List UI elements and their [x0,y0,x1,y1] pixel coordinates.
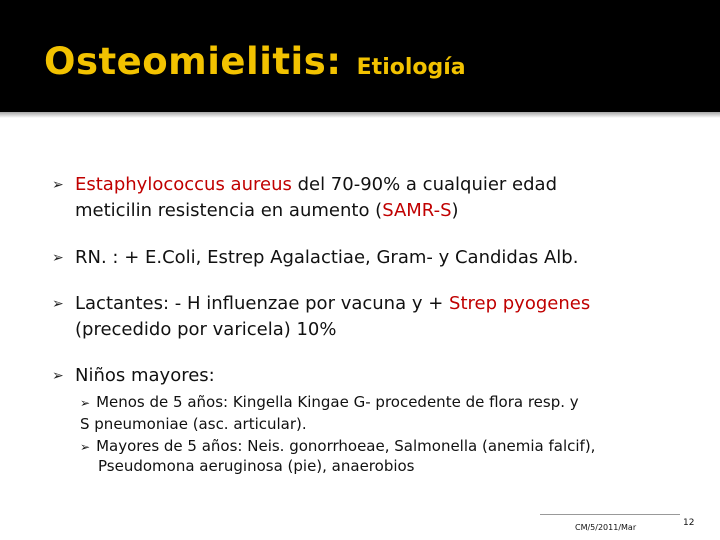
bullet-text [75,172,695,224]
sub-bullet-arrow-icon: ➢ [80,396,91,410]
bullet-text: RN. : + E.Coli, Estrep Agalactiae, Gram- y Candidas Alb. [75,247,579,268]
bullet-line-1 [75,291,695,317]
strep-pyogenes-term: Strep pyogenes [449,293,591,314]
footer-label: CM/5/2011/Mar [575,523,637,532]
bullet-text-segment: meticilin resistencia en aumento ( [75,200,383,221]
bullet-text-segment: Lactantes: - H influenzae por vacuna y + [75,293,450,314]
bullet-arrow-icon: ➢ [52,368,64,384]
sub-bullet-continuation: S pneumoniae (asc. articular). [80,415,307,433]
sub-bullet-text: Mayores de 5 años: Neis. gonorrhoeae, Salmonella (anemia falcif), [96,437,596,455]
bullet-arrow-icon: ➢ [52,296,64,312]
title-main: Osteomielitis: [44,40,342,83]
bullet-line-2: (precedido por varicela) 10% [75,319,337,340]
footer-divider [540,514,680,515]
title-subtitle: Etiología [356,55,466,80]
bullet-line-1 [75,172,695,198]
bullet-text-segment: ) [451,200,459,221]
sub-bullet-arrow-icon: ➢ [80,440,91,454]
samr-s-term: SAMR-S [382,200,452,221]
staph-aureus-term: Estaphylococcus aureus [75,174,292,195]
bullet-text: Niños mayores: [75,365,215,386]
slide-title [44,40,466,83]
bullet-text-segment: del 70-90% a cualquier edad [291,174,558,195]
bullet-arrow-icon: ➢ [52,250,64,266]
sub-bullet-mayores-5 [80,436,595,457]
sub-bullet-menores-5 [80,392,579,413]
page-number: 12 [683,518,695,528]
bullet-text [75,291,695,343]
sub-bullet-text: Menos de 5 años: Kingella Kingae G- procedente de flora resp. y [96,393,579,411]
bullet-arrow-icon: ➢ [52,177,64,193]
sub-bullet-continuation: Pseudomona aeruginosa (pie), anaerobios [98,457,415,475]
bullet-line-2 [75,198,695,224]
